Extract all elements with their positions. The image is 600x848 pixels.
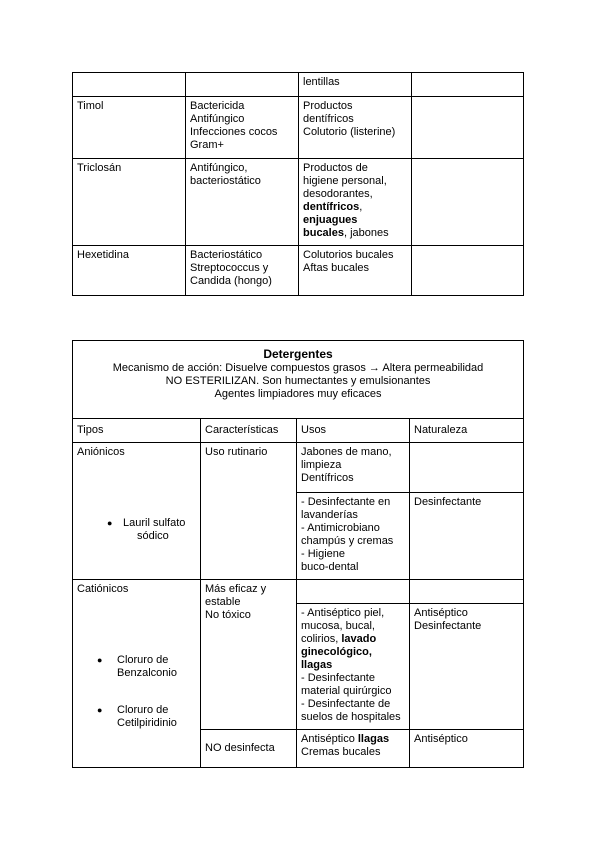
uses-line: dentífricos: [303, 113, 354, 125]
bold-term: ginecológico,: [301, 646, 372, 658]
uses-line: material quirúrgico: [301, 685, 392, 697]
type-cell: Triclosán: [77, 162, 122, 174]
uses-line: [303, 201, 407, 214]
table-row: [73, 73, 524, 97]
table-header-block: [73, 341, 524, 419]
table-row: [73, 443, 524, 493]
uses-line: buco-dental: [301, 561, 359, 573]
type-cell: Catiónicos: [77, 583, 129, 595]
uses-cell: lentillas: [303, 76, 340, 88]
characteristic-line: Bacteriostático: [190, 249, 263, 261]
characteristic-line: Antifúngico,: [190, 162, 248, 174]
characteristic-line: No tóxico: [205, 609, 251, 621]
bold-term: dentífricos: [303, 201, 360, 213]
table-row: [73, 159, 524, 246]
characteristic-line: Infecciones cocos: [190, 126, 278, 138]
page-title: Detergentes: [263, 347, 333, 361]
uses-line: - Antimicrobiano: [301, 522, 380, 534]
uses-line: lavanderías: [301, 509, 358, 521]
list-item: Benzalconio: [117, 667, 177, 679]
uses-line: [301, 633, 405, 646]
characteristic-line: Gram+: [190, 139, 224, 151]
antiseptics-table: [72, 72, 524, 296]
bullet-icon: ●: [97, 655, 103, 665]
column-header-naturaleza: Naturaleza: [414, 424, 468, 436]
characteristic-line: Streptococcus y: [190, 262, 269, 274]
bold-term: bucales: [303, 227, 344, 239]
uses-line: Productos de: [303, 162, 368, 174]
type-cell: Timol: [77, 100, 104, 112]
characteristic-line: estable: [205, 596, 241, 608]
uses-line: Cremas bucales: [301, 746, 381, 758]
uses-text: ,: [359, 201, 363, 213]
nature-cell: Desinfectante: [414, 496, 482, 508]
uses-line: - Desinfectante de: [301, 698, 391, 710]
agents-text: Agentes limpiadores muy eficaces: [214, 388, 382, 400]
uses-line: Colutorios bucales: [303, 249, 394, 261]
column-header-caracteristicas: Características: [205, 424, 279, 436]
uses-text: Antiséptico: [301, 733, 358, 745]
uses-line: mucosa, bucal,: [301, 620, 375, 632]
nature-cell: Antiséptico: [414, 733, 468, 745]
bold-term: llagas: [357, 733, 390, 745]
mechanism-text: Mecanismo de acción: Disuelve compuestos grasos → Altera permeabilidad: [112, 362, 484, 374]
no-sterilize-text: NO ESTERILIZAN. Son humectantes y emulsionantes: [165, 375, 431, 387]
uses-line: Colutorio (listerine): [303, 126, 396, 138]
uses-text: colirios,: [301, 633, 342, 645]
type-cell: Hexetidina: [77, 249, 129, 261]
uses-line: - Antiséptico piel,: [301, 607, 385, 619]
uses-line: desodorantes,: [303, 188, 373, 200]
list-item: sódico: [137, 530, 169, 542]
uses-line: - Desinfectante en: [301, 496, 391, 508]
uses-line: higiene personal,: [303, 175, 387, 187]
nature-line: Desinfectante: [414, 620, 482, 632]
list-item: ● Lauril sulfato: [107, 517, 186, 529]
uses-line: limpieza: [301, 459, 342, 471]
uses-line: Aftas bucales: [303, 262, 370, 274]
uses-line: [303, 214, 407, 227]
bullet-icon: ●: [97, 705, 103, 715]
list-item: Cetilpiridinio: [117, 717, 177, 729]
column-header-row: [73, 419, 524, 443]
bold-term: enjuagues: [303, 214, 358, 226]
uses-line: Productos: [303, 100, 353, 112]
characteristic-line: NO desinfecta: [205, 742, 275, 754]
characteristic-line: Uso rutinario: [205, 446, 268, 458]
list-item: ● Cloruro de: [97, 704, 169, 716]
bullet-icon: ●: [107, 518, 113, 528]
table-row: [73, 580, 524, 604]
nature-line: Antiséptico: [414, 607, 468, 619]
characteristic-line: bacteriostático: [190, 175, 261, 187]
detergents-table: [72, 340, 524, 768]
characteristic-line: Más eficaz y: [205, 583, 267, 595]
table-row: [73, 246, 524, 296]
uses-line: - Higiene: [301, 548, 346, 560]
table-row: [73, 97, 524, 159]
uses-line: [301, 659, 405, 672]
list-item: ● Cloruro de: [97, 654, 169, 666]
characteristic-line: Bactericida: [190, 100, 245, 112]
uses-text: , jabones: [343, 227, 389, 239]
uses-line: [303, 227, 407, 240]
type-cell: Aniónicos: [77, 446, 125, 458]
uses-line: Jabones de mano,: [301, 446, 392, 458]
bold-term: lavado: [341, 633, 377, 645]
bold-term: llagas: [301, 659, 333, 671]
uses-line: [301, 646, 405, 659]
uses-line: suelos de hospitales: [301, 711, 401, 723]
column-header-tipos: Tipos: [77, 424, 104, 436]
characteristic-line: Candida (hongo): [190, 275, 272, 287]
characteristic-line: Antifúngico: [190, 113, 245, 125]
uses-line: champús y cremas: [301, 535, 394, 547]
uses-line: [301, 733, 405, 746]
uses-line: - Desinfectante: [301, 672, 375, 684]
column-header-usos: Usos: [301, 424, 327, 436]
uses-line: Dentífricos: [301, 472, 354, 484]
